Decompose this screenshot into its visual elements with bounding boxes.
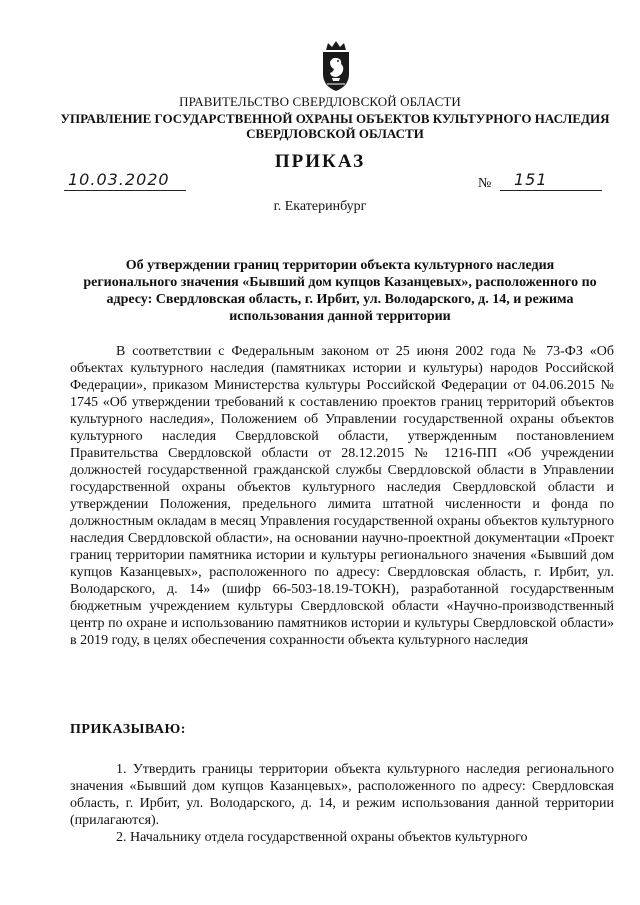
number-label: №	[478, 176, 492, 191]
number-field	[500, 170, 602, 191]
handwritten-number: 151	[514, 170, 548, 189]
coat-of-arms-icon	[318, 40, 354, 92]
order-subject-heading: Об утверждении границ территории объекта культурного наследия регионального значения «Бывший дом купцов Казанцевых», расположенного по адресу: Свердловская область, г. Ирбит, ул. Володарского, д. 14, и режима использования данной территории	[83, 258, 597, 324]
date-field	[64, 170, 186, 191]
government-name: ПРАВИТЕЛЬСТВО СВЕРДЛОВСКОЙ ОБЛАСТИ	[179, 94, 461, 109]
order-directive-heading: ПРИКАЗЫВАЮ:	[70, 722, 186, 737]
order-item-1: 1. Утвердить границы территории объекта культурного наследия регионального значения «Бывший дом купцов Казанцевых», расположенного по адресу: Свердловская область, г. Ирбит, ул. Володарского, д. 14, и режим использования данной территории (прилагаются).	[70, 762, 614, 828]
order-item-2: 2. Начальнику отдела государственной охраны объектов культурного	[116, 830, 528, 845]
department-name: УПРАВЛЕНИЕ ГОСУДАРСТВЕННОЙ ОХРАНЫ ОБЪЕКТОВ КУЛЬТУРНОГО НАСЛЕДИЯ СВЕРДЛОВСКОЙ ОБЛАСТИ	[60, 111, 610, 141]
preamble-paragraph: В соответствии с Федеральным законом от 25 июня 2002 года № 73-ФЗ «Об объектах культурного наследия (памятниках истории и культуры) народов Российской Федерации», приказом Министерства культуры Российской Федерации от 04.06.2015 № 1745 «Об утверждении требований к составлению проектов границ территорий объектов культурного наследия», Положением об Управлении государственной охраны объектов культурного наследия Свердловской области, утвержденным постановлением Правительства Свердловской области от 28.12.2015 № 1216-ПП «Об учреждении должностей государственной гражданской службы Свердловской области в Управлении государственной охраны объектов культурного наследия Свердловской области и утверждении Положения, предельного лимита штатной численности и фонда по должностным окладам в месяц Управления государственной охраны объектов культурного наследия Свердловской области», на основании научно-проектной документации «Проект границ территории памятника истории и культуры регионального значения «Бывший дом купцов Казанцевых», расположенного по адресу: Свердловская область, г. Ирбит, ул. Володарского, д. 14» (шифр 66-503-18.19-ТОКН), разработанной государственным бюджетным учреждением культуры Свердловской области «Научно-производственный центр по охране и использованию памятников истории и культуры Свердловской области» в 2019 году, в целях обеспечения сохранности объекта культурного наследия	[70, 344, 614, 648]
document-type-title: ПРИКАЗ	[274, 151, 366, 172]
city-line: г. Екатеринбург	[273, 199, 367, 214]
handwritten-date: 10.03.2020	[68, 170, 170, 189]
